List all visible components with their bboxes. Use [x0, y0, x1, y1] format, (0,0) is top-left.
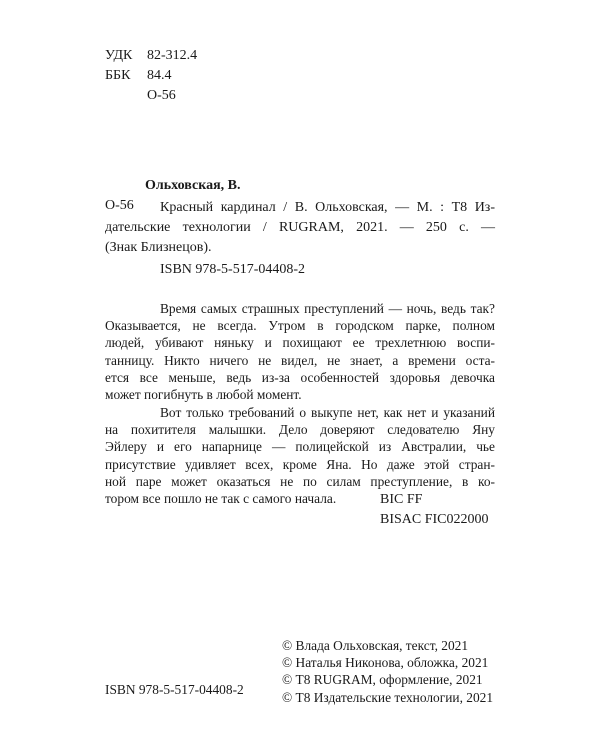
annotation-line: ной паре может оказаться не по силам преступление, в ко-	[105, 473, 495, 489]
copyright-block	[282, 637, 493, 706]
bbk-value: 84.4	[147, 68, 172, 83]
annotation-paragraph-1	[160, 300, 495, 317]
copyright-line: © Т8 RUGRAM, оформление, 2021	[282, 672, 483, 688]
annotation-line: Вот только требований о выкупе нет, как нет и указаний	[160, 405, 495, 420]
annotation-line: может погибнуть в любой момент.	[105, 387, 302, 402]
udk-row	[105, 46, 197, 66]
catalog-description-cont	[105, 218, 495, 258]
author-heading: Ольховская, В.	[145, 178, 241, 193]
catalog-description	[160, 198, 495, 218]
annotation-paragraph-2	[160, 404, 495, 421]
annotation-line: Время самых страшных преступлений — ночь, ведь так?	[160, 301, 495, 316]
annotation-line: на похитителя малышки. Дело доверяют следователю Яну	[105, 422, 495, 438]
cutter-number	[147, 86, 176, 106]
annotation-line: Эйлеру и его напарнице — полицейской из Австралии, чье	[105, 439, 495, 455]
annotation-line: ется все меньше, ведь из-за особенностей здоровья девочка	[105, 369, 495, 385]
annotation-line: тором все пошло не так с самого начала.	[105, 491, 337, 506]
annotation-body	[105, 317, 495, 403]
bbk-row	[105, 66, 172, 86]
annotation-line: присутствие удивляет всех, кроме Яна. Но даже этой стран-	[105, 456, 495, 472]
catalog-description-line: (Знак Близнецов).	[105, 240, 212, 255]
annotation-line: Оказывается, не всегда. Утром в городском парке, полном	[105, 318, 495, 334]
bic-code: BIC FF	[380, 492, 423, 507]
bbk-label: ББК	[105, 68, 131, 83]
cutter-value: О-56	[147, 88, 176, 103]
bisac-code: BISAC FIC022000	[380, 512, 489, 527]
annotation-line: людей, убивают няньку и похищают ее трехлетнюю воспи-	[105, 335, 495, 351]
copyright-line: © Наталья Никонова, обложка, 2021	[282, 655, 489, 671]
subject-codes	[380, 490, 489, 530]
isbn-main: ISBN 978-5-517-04408-2	[160, 262, 306, 277]
udk-label: УДК	[105, 48, 133, 63]
udk-value: 82-312.4	[147, 48, 198, 63]
catalog-cutter: О-56	[105, 198, 134, 213]
copyright-line: © Т8 Издательские технологии, 2021	[282, 689, 494, 705]
isbn-bottom: ISBN 978-5-517-04408-2	[105, 682, 244, 697]
catalog-description-line: дательские технологии / RUGRAM, 2021. — 250 с. —	[105, 220, 495, 235]
annotation	[160, 300, 495, 317]
annotation-line: танницу. Никто ничего не видел, не знает, а времени оста-	[105, 352, 495, 368]
copyright-line: © Влада Ольховская, текст, 2021	[282, 638, 469, 653]
catalog-description-line: Красный кардинал / В. Ольховская, — М. : Т8 Из-	[160, 200, 495, 215]
